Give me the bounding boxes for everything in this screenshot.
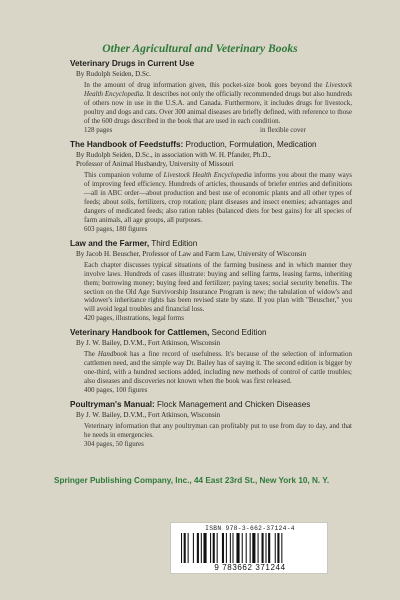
book-description (70, 81, 352, 126)
book-description-text: informs you about the many ways of improving feed efficiency. Hundreds of articles, thousands of briefer entries and definitions—all in ABC order—about production and best use of economic plants and all other types of feeds; about soils, fertilizers, crop rotation; plant diseases and insect enemies; advantages and dangers of medicated feeds; also ration tables (balanced diets for best gains) for all species of farm animals, all age groups, all purposes. (84, 171, 352, 224)
barcode-digits: 9 783662 371244 (214, 563, 286, 572)
publisher-line: Springer Publishing Company, Inc., 44 East 23rd St., New York 10, N. Y. (54, 476, 330, 485)
book-description-text: Veterinary information that any poultryman can profitably put to use from day to day, and that he needs in emergencies. (84, 422, 352, 440)
book-title-main: Poultryman's Manual: (70, 400, 155, 410)
barcode-bar (193, 533, 194, 563)
book-description-text: This companion volume of (84, 171, 164, 180)
book-title (70, 238, 352, 249)
book-pages-count: 603 pages, 180 figures (84, 224, 148, 233)
book-title-sub: Flock Management and Chicken Diseases (154, 400, 311, 410)
book-description (70, 261, 352, 314)
book-description-text: Each chapter discusses typical situations of the farming business and in which manner they involve laws. Hundreds of cases illustrate: buying and selling farms, leasing farms, inheriting them; borrowing money; buying feed and fertilizer; paying taxes; social security benefits. The section on the Old Age Survivorship Insurance Program is new; the tabulation of widow's and widower's inheritance rights has been revised state by state. If you plan with "Beuscher," you will avoid legal troubles and financial loss. (84, 260, 352, 314)
book-description-text: It describes not only the officially recommended drugs but also hundreds of others now in use in the U.S.A. and Canada. Furthermore, it includes drugs for livestock, poultry and dogs and cats. Over 300 animal diseases are briefly defined, with reference to those of the 600 drugs described in the book that are used in each condition. (84, 90, 352, 125)
barcode-bar (277, 533, 279, 563)
barcode-bar (252, 533, 255, 563)
book-pages (70, 440, 352, 449)
book-title-main: Veterinary Drugs in Current Use (70, 59, 195, 68)
book-description (70, 422, 352, 440)
book-pages (70, 386, 352, 395)
barcode-bar (268, 533, 270, 563)
barcode-bar (242, 533, 243, 563)
book-entry (70, 58, 352, 135)
book-title-main: Law and the Farmer, (70, 238, 150, 248)
book-description-italic: Handbook (97, 350, 128, 359)
book-author: By J. W. Bailey, D.V.M., Fort Atkinson, Wisconsin (76, 411, 221, 420)
book-title-sub: Third Edition (149, 238, 198, 248)
book-entry (70, 327, 352, 395)
barcode-bar (226, 533, 227, 563)
book-binding: in flexible cover (260, 125, 306, 134)
book-title-main: Veterinary Handbook for Cattlemen, (70, 328, 210, 338)
book-title (70, 139, 352, 150)
book-description-italic: Livestock Health Encyclopedia. (84, 81, 352, 99)
isbn-text: ISBN 978-3-662-37124-4 (205, 525, 295, 532)
barcode-box (170, 522, 328, 574)
book-description-text: In the amount of drug information given, this pocket-size book goes beyond the (84, 81, 326, 90)
book-entry (70, 238, 352, 324)
section-heading: Other Agricultural and Veterinary Books (102, 42, 298, 55)
book-pages (70, 225, 352, 234)
book-title-main: The Handbook of Feedstuffs: (70, 139, 184, 149)
book-entry (70, 139, 352, 234)
book-description-text: The (84, 350, 98, 359)
barcode-bar (222, 533, 224, 563)
book-list (70, 58, 352, 453)
book-author: By Rudolph Seiden, D.Sc. (76, 70, 151, 78)
barcode-bar (217, 533, 218, 563)
barcode-bar (250, 533, 251, 563)
book-pages (70, 314, 352, 323)
barcode-bar (188, 533, 189, 563)
book-author: By J. W. Bailey, D.V.M., Fort Atkinson, Wisconsin (76, 339, 221, 348)
barcode-bar (246, 533, 247, 563)
barcode-bar (281, 533, 282, 563)
book-description-italic: Livestock Health Encyclopedia (163, 171, 252, 180)
barcode-bar (258, 533, 259, 563)
barcode-bar (210, 533, 211, 563)
book-author: By Jacob H. Beuscher, Professor of Law and Farm Law, University of Wisconsin (76, 249, 307, 258)
book-title (70, 58, 352, 69)
book-title-sub: Second Edition (209, 328, 267, 338)
barcode-bar (184, 533, 186, 563)
barcode-bar (262, 533, 264, 563)
book-description-text: has a fine record of usefulness. It's because of the selection of information cattlemen need, and the simple way Dr. Bailey has of saying it. The second edition is bigger by one-third, with a hundred sections added, including new methods of control of cattle troubles; also diseases and discoveries not known when the book was first released. (84, 350, 352, 386)
book-pages-count: 400 pages, 100 figures (84, 386, 148, 395)
barcode-bar (265, 533, 266, 563)
book-title (70, 399, 352, 410)
barcode-bars (181, 533, 319, 563)
barcode-bar (197, 533, 199, 563)
book-pages-count: 304 pages, 50 figures (84, 440, 144, 449)
barcode-bar (201, 533, 202, 563)
book-author: By Rudolph Seiden, D.Sc., in association with W. H. Pfander, Ph.D., (76, 150, 271, 159)
book-description (70, 171, 352, 224)
book-title (70, 327, 352, 338)
book-author-affiliation: Professor of Animal Husbandry, University of Missouri (76, 159, 234, 168)
book-title-sub: Production, Formulation, Medication (183, 139, 317, 149)
barcode-bar (181, 533, 182, 563)
book-pages-count: 420 pages, illustrations, legal forms (84, 314, 184, 323)
book-entry (70, 399, 352, 449)
barcode-bar (275, 533, 276, 563)
barcode-bar (236, 533, 239, 563)
barcode-bar (213, 533, 215, 563)
barcode-bar (232, 533, 233, 563)
barcode-bar (230, 533, 231, 563)
book-pages (70, 126, 352, 135)
book-description (70, 350, 352, 386)
book-pages-count: 128 pages (84, 125, 113, 134)
barcode-bar (203, 533, 206, 563)
